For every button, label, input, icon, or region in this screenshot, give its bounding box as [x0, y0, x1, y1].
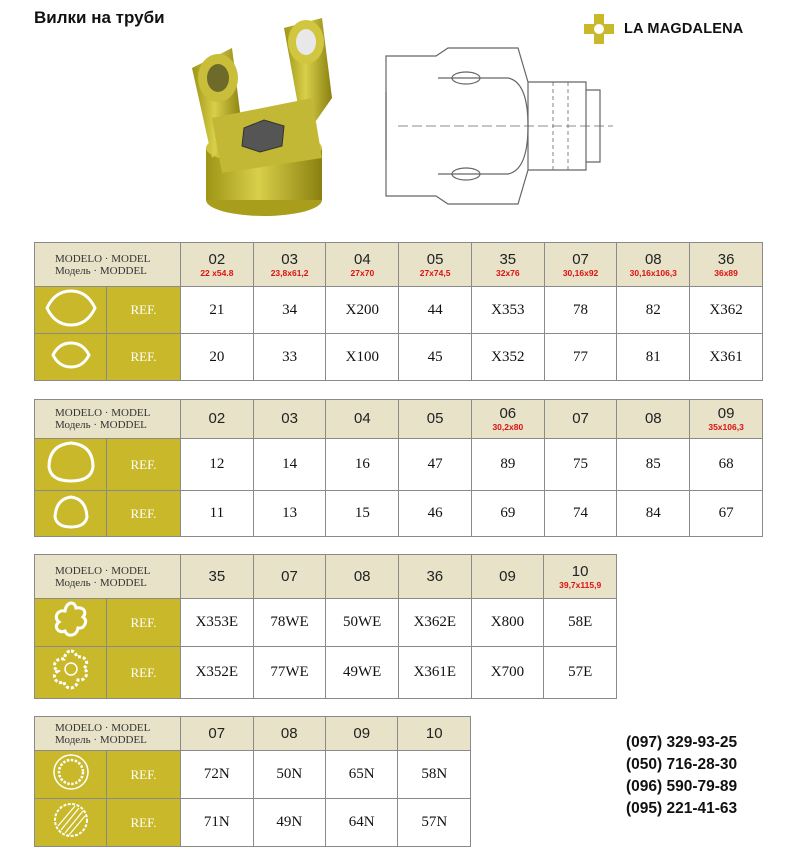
model-code-cell: 07: [544, 400, 617, 439]
brand-name: LA MAGDALENA: [624, 21, 744, 37]
ref-value: 16: [326, 439, 399, 491]
brand-cross-icon: [582, 12, 616, 46]
ref-value: 67: [690, 491, 763, 537]
page-title: Вилки на труби: [34, 8, 165, 27]
profile-cell: [35, 751, 107, 799]
model-code-cell: 35 32x76: [471, 243, 544, 287]
ref-value: 45: [399, 334, 472, 381]
model-code-cell: 09: [325, 717, 397, 751]
ref-label: REF.: [107, 439, 181, 491]
star-splined-profile-icon: [41, 647, 101, 693]
ref-label: REF.: [107, 799, 181, 847]
model-code-cell: 10: [398, 717, 471, 751]
ref-value: 65N: [325, 751, 397, 799]
ref-value: X353: [471, 287, 544, 334]
model-code-cell: 03 23,8x61,2: [253, 243, 326, 287]
table-row: [35, 287, 763, 334]
model-header-cell: [35, 400, 181, 439]
ref-value: 74: [544, 491, 617, 537]
ref-value: 84: [617, 491, 690, 537]
model-code-cell: 08: [617, 400, 690, 439]
phone-number[interactable]: (095) 221-41-63: [626, 800, 738, 817]
table-row: [35, 647, 617, 699]
ref-value: 33: [253, 334, 326, 381]
model-code-cell: 07 30,16x92: [544, 243, 617, 287]
table-header-row: [35, 243, 763, 287]
ref-value: 11: [181, 491, 254, 537]
ref-label: REF.: [107, 287, 181, 334]
profile-cell: [35, 491, 107, 537]
ref-value: 49N: [253, 799, 325, 847]
star-profile-icon: [41, 599, 101, 641]
table-header-row: [35, 400, 763, 439]
ref-value: 50N: [253, 751, 325, 799]
ref-value: 21: [181, 287, 254, 334]
ref-value: X353E: [181, 599, 254, 647]
lemon-profile-small-icon: [41, 335, 101, 375]
model-code-cell: 36: [398, 555, 471, 599]
model-code-cell: 36 36x89: [690, 243, 763, 287]
table-header-row: [35, 555, 617, 599]
ref-value: 82: [617, 287, 690, 334]
ref-value: X700: [471, 647, 544, 699]
ref-value: 68: [690, 439, 763, 491]
ref-value: X100: [326, 334, 399, 381]
model-code-cell: 09 35x106,3: [690, 400, 763, 439]
model-header-line1: MODELO · MODEL: [55, 564, 151, 577]
phone-number[interactable]: (097) 329-93-25: [626, 734, 738, 751]
ref-value: 57N: [398, 799, 471, 847]
ref-value: 72N: [181, 751, 253, 799]
table-header-row: [35, 717, 471, 751]
ref-value: 14: [253, 439, 326, 491]
model-code-cell: 08: [326, 555, 399, 599]
spec-table-2: [34, 399, 763, 537]
ref-value: X361E: [398, 647, 471, 699]
ref-value: X200: [326, 287, 399, 334]
ref-value: 46: [399, 491, 472, 537]
table-row: [35, 799, 471, 847]
model-header-cell: [35, 717, 181, 751]
table-row: [35, 439, 763, 491]
model-header-cell: [35, 243, 181, 287]
ref-value: 15: [326, 491, 399, 537]
model-code-cell: 06 30,2x80: [471, 400, 544, 439]
ref-label: REF.: [107, 491, 181, 537]
ref-value: 77: [544, 334, 617, 381]
model-code-cell: 02: [181, 400, 254, 439]
phone-number[interactable]: (050) 716-28-30: [626, 756, 738, 773]
ref-value: 34: [253, 287, 326, 334]
ref-value: X361: [690, 334, 763, 381]
model-header-line2: Модель · MODDEL: [55, 264, 147, 277]
profile-cell: [35, 599, 107, 647]
model-code-cell: 04: [326, 400, 399, 439]
ref-label: REF.: [107, 751, 181, 799]
profile-cell: [35, 287, 107, 334]
ref-value: X800: [471, 599, 544, 647]
spec-table-4: [34, 716, 471, 847]
technical-drawing: [378, 42, 618, 210]
ref-value: 57E: [544, 647, 617, 699]
profile-cell: [35, 334, 107, 381]
model-header-line1: MODELO · MODEL: [55, 407, 151, 419]
ref-value: 78WE: [253, 599, 326, 647]
ref-value: 49WE: [326, 647, 399, 699]
ref-value: X362: [690, 287, 763, 334]
ref-value: 64N: [325, 799, 397, 847]
ref-label: REF.: [107, 334, 181, 381]
ref-value: 58N: [398, 751, 471, 799]
spline-shaft-icon: [41, 799, 101, 841]
ref-value: 13: [253, 491, 326, 537]
ref-value: 50WE: [326, 599, 399, 647]
ref-value: 47: [399, 439, 472, 491]
table-row: [35, 751, 471, 799]
ref-value: 58E: [544, 599, 617, 647]
ref-value: X352: [471, 334, 544, 381]
table-row: [35, 334, 763, 381]
model-header-line1: MODELO · MODEL: [55, 252, 151, 265]
model-code-cell: 05 27x74,5: [399, 243, 472, 287]
ref-value: 85: [617, 439, 690, 491]
model-code-cell: 03: [253, 400, 326, 439]
profile-cell: [35, 647, 107, 699]
ref-value: 81: [617, 334, 690, 381]
lemon-profile-large-icon: [41, 288, 101, 328]
ref-value: 20: [181, 334, 254, 381]
triangle-profile-small-icon: [41, 491, 101, 531]
model-code-cell: 07: [253, 555, 326, 599]
model-code-cell: 08: [253, 717, 325, 751]
model-code-cell: 35: [181, 555, 254, 599]
phone-list: [626, 732, 737, 820]
ref-value: 77WE: [253, 647, 326, 699]
ref-value: 89: [471, 439, 544, 491]
model-header-cell: [35, 555, 181, 599]
profile-cell: [35, 799, 107, 847]
model-header-line1: MODELO · MODEL: [55, 721, 151, 734]
spline-hole-icon: [41, 751, 101, 793]
profile-cell: [35, 439, 107, 491]
ref-value: 75: [544, 439, 617, 491]
model-code-cell: 04 27x70: [326, 243, 399, 287]
yoke-photo: [172, 8, 340, 218]
ref-label: REF.: [107, 599, 181, 647]
ref-value: 78: [544, 287, 617, 334]
model-header-line2: Модель · MODDEL: [55, 733, 147, 746]
model-code-cell: 02 22 x54.8: [181, 243, 254, 287]
ref-value: X362E: [398, 599, 471, 647]
model-code-cell: 10 39,7x115,9: [544, 555, 617, 599]
spec-table-3: [34, 554, 617, 699]
spec-table-1: [34, 242, 763, 381]
ref-value: X352E: [181, 647, 254, 699]
model-code-cell: 08 30,16x106,3: [617, 243, 690, 287]
brand-logo: [582, 12, 743, 46]
triangle-profile-large-icon: [41, 439, 101, 485]
model-header-line2: Модель · MODDEL: [55, 576, 147, 589]
ref-value: 71N: [181, 799, 253, 847]
model-code-cell: 09: [471, 555, 544, 599]
ref-value: 69: [471, 491, 544, 537]
ref-value: 44: [399, 287, 472, 334]
model-code-cell: 05: [399, 400, 472, 439]
table-row: [35, 599, 617, 647]
model-header-line2: Модель · MODDEL: [55, 419, 147, 431]
table-row: [35, 491, 763, 537]
phone-number[interactable]: (096) 590-79-89: [626, 778, 738, 795]
model-code-cell: 07: [181, 717, 253, 751]
ref-value: 12: [181, 439, 254, 491]
ref-label: REF.: [107, 647, 181, 699]
